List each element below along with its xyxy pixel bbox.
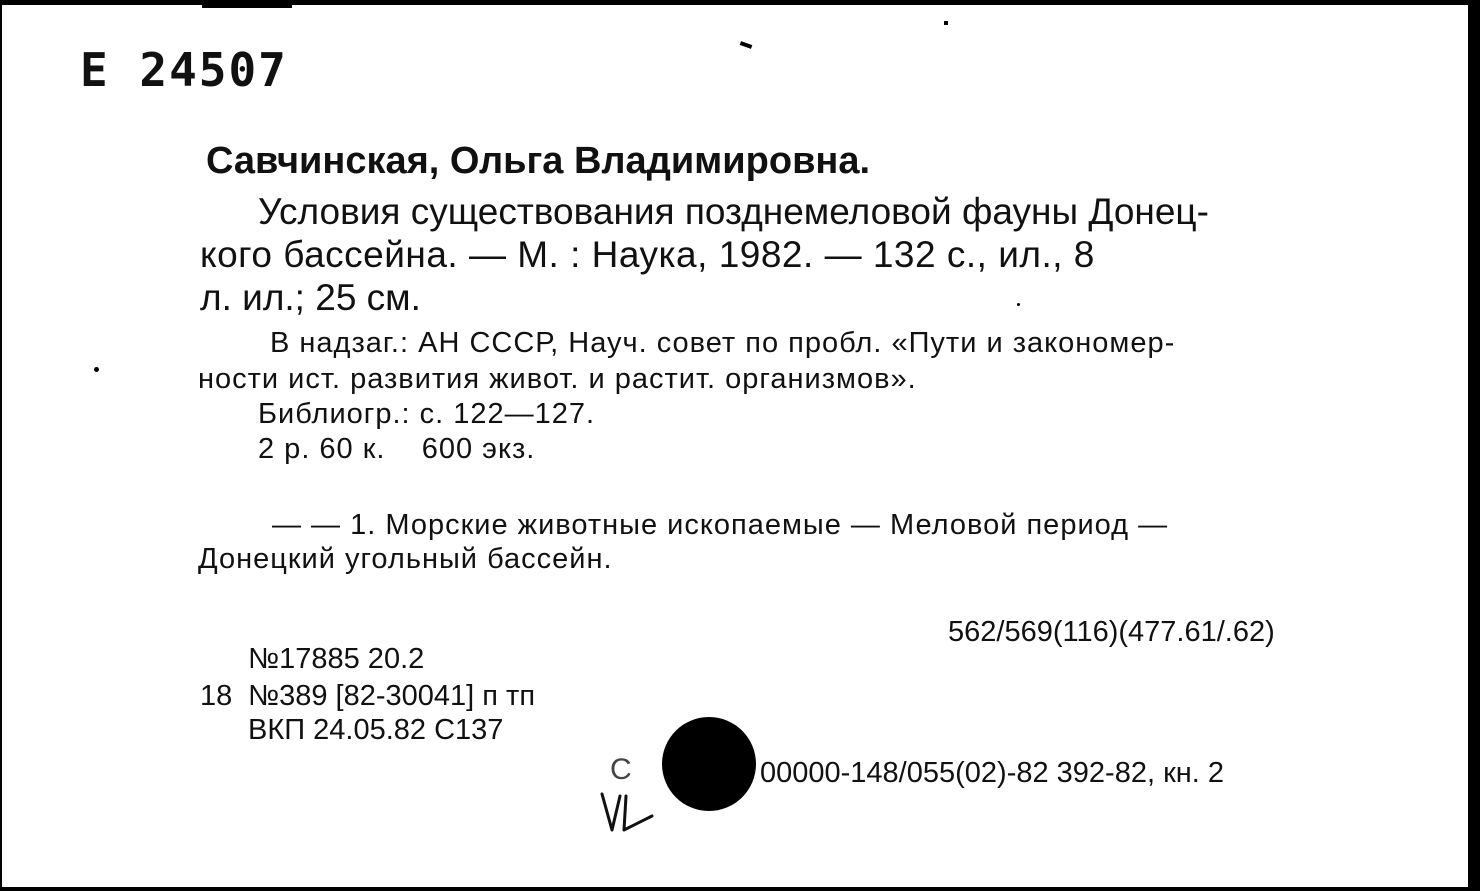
title-line: л. ил.; 25 см. bbox=[200, 277, 421, 318]
subject-line: — — 1. Морские животные ископаемые — Меловой период — bbox=[272, 509, 1169, 541]
ink-blot bbox=[662, 717, 756, 811]
note-line: ности ист. развития живот. и растит. организмов». bbox=[198, 363, 917, 395]
isbn-code: 00000-148/055(02)-82 392-82, кн. 2 bbox=[760, 757, 1225, 789]
speck bbox=[1017, 303, 1020, 306]
speck bbox=[94, 367, 99, 372]
speck bbox=[740, 41, 753, 49]
title-line: кого бассейна. — М. : Наука, 1982. — 132 с., ил., 8 bbox=[200, 234, 1095, 275]
speck bbox=[944, 21, 948, 25]
author-heading: Савчинская, Ольга Владимировна. bbox=[206, 140, 871, 182]
tech-line: №17885 20.2 bbox=[248, 643, 425, 675]
title-line: Условия существования позднемеловой фауны Донец- bbox=[258, 191, 1209, 232]
subject-line: Донецкий угольный бассейн. bbox=[198, 543, 613, 575]
note-line: 2 р. 60 к. 600 экз. bbox=[258, 433, 536, 465]
speck bbox=[202, 5, 292, 8]
classification-index: 562/569(116)(477.61/.62) bbox=[948, 616, 1275, 648]
note-line: В надзаг.: АН СССР, Науч. совет по пробл. «Пути и закономер- bbox=[270, 327, 1176, 359]
note-line: Библиогр.: с. 122—127. bbox=[258, 398, 596, 430]
tech-line: ВКП 24.05.82 С137 bbox=[248, 714, 504, 746]
tech-prefix: 18 bbox=[200, 680, 233, 712]
tech-line: №389 [82-30041] п тп bbox=[248, 680, 536, 712]
copyright-mark: С bbox=[610, 753, 632, 786]
handwritten-initials-icon bbox=[598, 790, 658, 840]
inventory-number: Е 24507 bbox=[80, 43, 288, 97]
